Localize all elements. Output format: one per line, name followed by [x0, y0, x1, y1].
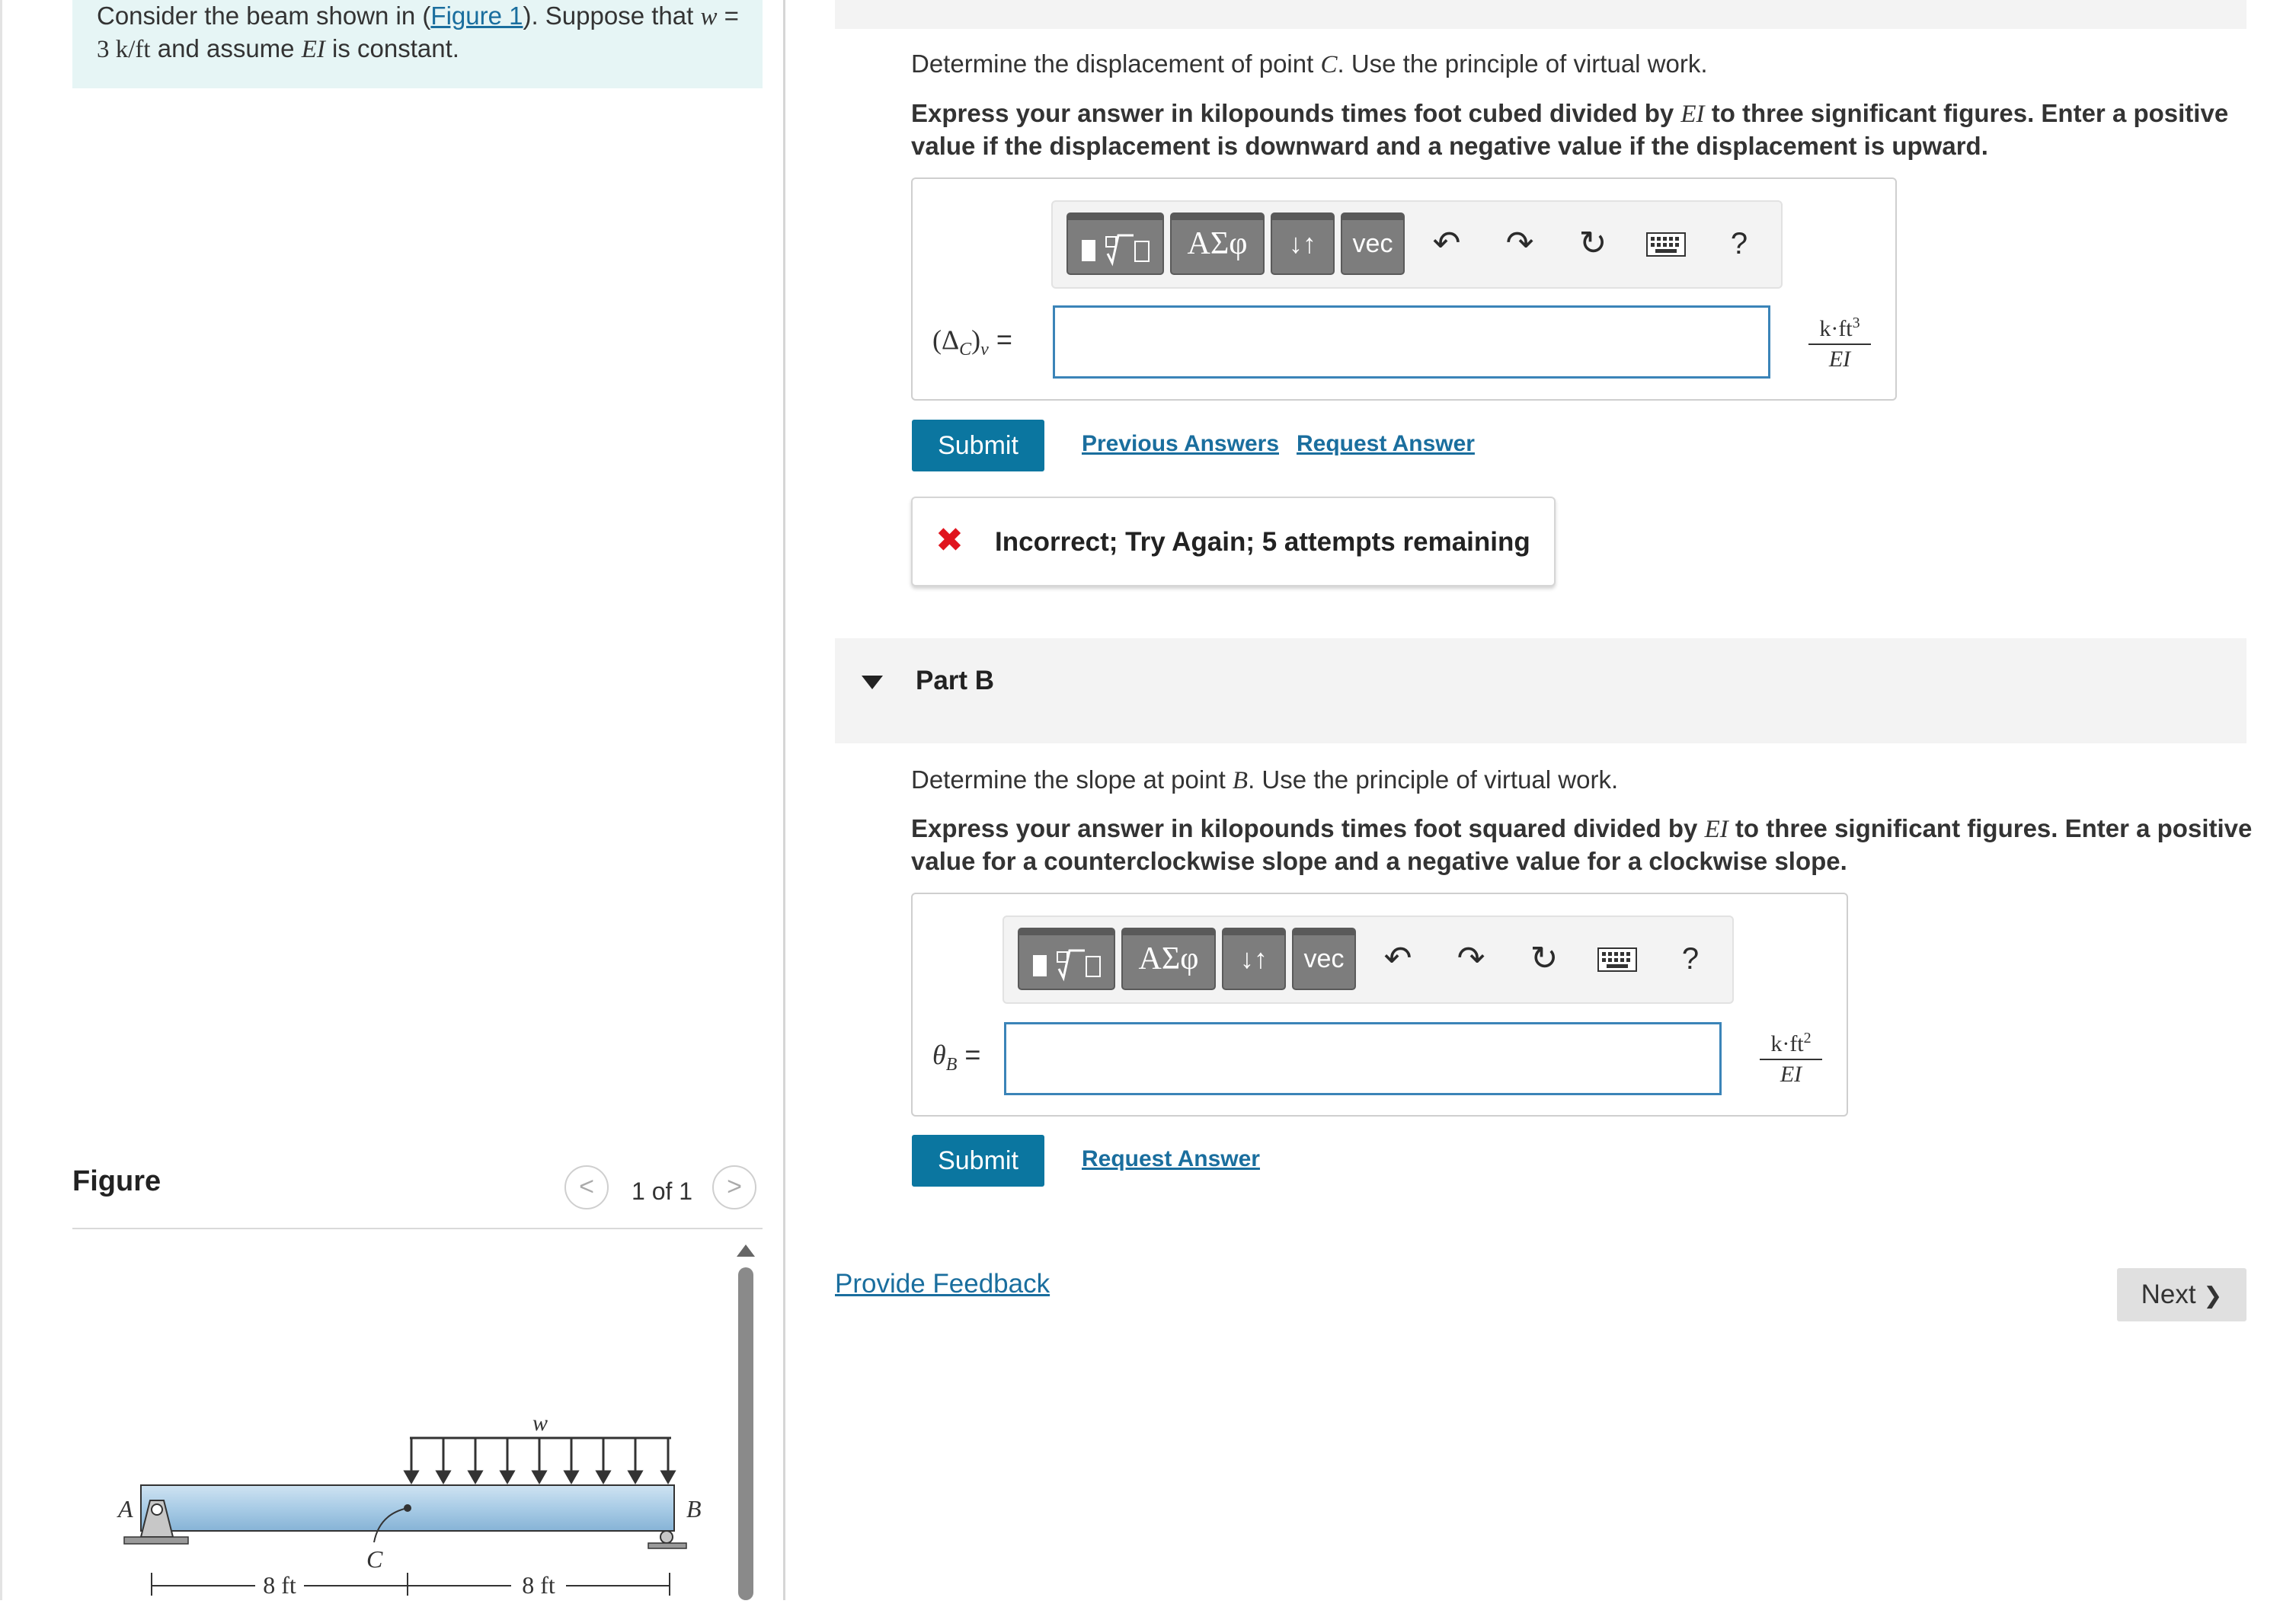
part-b-request-answer-link[interactable]: Request Answer: [1082, 1146, 1260, 1171]
templates-button[interactable]: [1066, 212, 1164, 275]
undo-icon[interactable]: ↶: [1432, 225, 1461, 262]
figure-prev-button[interactable]: <: [564, 1165, 609, 1209]
vector-button[interactable]: vec: [1292, 928, 1356, 990]
part-a-submit-button[interactable]: Submit: [912, 420, 1044, 471]
label-b: B: [686, 1495, 702, 1523]
provide-feedback-link[interactable]: Provide Feedback: [835, 1269, 1050, 1299]
redo-icon[interactable]: ↷: [1457, 940, 1485, 977]
left-pane: [0, 0, 785, 1600]
part-b-submit-button[interactable]: Submit: [912, 1135, 1044, 1187]
part-b-header[interactable]: [835, 638, 2246, 743]
figure-pager: 1 of 1: [632, 1177, 693, 1205]
templates-icon: [1019, 929, 1114, 989]
undo-icon[interactable]: ↶: [1383, 940, 1412, 977]
label-c: C: [366, 1545, 383, 1573]
figure-divider: [72, 1228, 763, 1229]
figure-next-button[interactable]: >: [712, 1165, 756, 1209]
reset-icon[interactable]: ↻: [1530, 940, 1559, 977]
part-a-instructions: Express your answer in kilopounds times foot cubed divided by EI to three significant figures. Enter a positive value if the displacement is downward and a negative value if the displacement is upward.: [911, 99, 2229, 160]
part-b-title: Part B: [916, 666, 995, 695]
dimension-right: 8 ft: [522, 1571, 555, 1599]
chevron-right-icon: ❯: [2203, 1283, 2223, 1308]
part-b-answer-box: [911, 893, 1848, 1117]
figure-link[interactable]: Figure 1: [430, 2, 523, 30]
part-a-header-band: [835, 0, 2246, 29]
dimension-left: 8 ft: [263, 1571, 296, 1599]
delta-c-input[interactable]: [1053, 305, 1770, 379]
collapse-triangle-icon[interactable]: [861, 675, 884, 690]
part-a-request-answer-link[interactable]: Request Answer: [1297, 431, 1475, 456]
greek-symbols-button[interactable]: ΑΣφ: [1121, 928, 1216, 990]
part-b-unit: $\frac{k\cdot ft^2}{EI}$: [1760, 1030, 1822, 1088]
subscript-superscript-button[interactable]: ↓↑: [1271, 212, 1335, 275]
part-a-unit: $\frac{k\cdot ft^3}{EI}$: [1808, 315, 1871, 372]
roller-support-b: [648, 1531, 686, 1548]
part-b-math-toolbar: [1003, 915, 1734, 1004]
subscript-superscript-button[interactable]: ↓↑: [1222, 928, 1286, 990]
help-icon[interactable]: ?: [1730, 227, 1748, 260]
pane-divider[interactable]: [783, 0, 785, 1600]
part-b-question: Determine the slope at point B. Use the principle of virtual work.: [911, 765, 1619, 794]
help-icon[interactable]: ?: [1681, 942, 1700, 976]
feedback-message: [911, 497, 1556, 586]
vector-button[interactable]: vec: [1341, 212, 1405, 275]
problem-statement: [72, 0, 763, 88]
redo-icon[interactable]: ↷: [1505, 225, 1534, 262]
keyboard-icon[interactable]: [1591, 931, 1644, 987]
beam-figure: [78, 1386, 749, 1600]
part-a-math-toolbar: [1051, 200, 1783, 289]
error-icon: ✖: [935, 522, 964, 559]
problem-text: Consider the beam shown in (Figure 1). Suppose that w = 3 k/ft and assume EI is constant.: [97, 2, 739, 63]
templates-icon: [1068, 214, 1162, 273]
part-b-instructions: Express your answer in kilopounds times foot squared divided by EI to three significant figures. Enter a positive value for a counterclockwise slope and a negative value for a clockwise slope.: [911, 814, 2253, 875]
theta-b-label: $\theta_B$ =: [932, 1039, 981, 1075]
figure-scrollbar[interactable]: [735, 1241, 756, 1600]
reset-icon[interactable]: ↻: [1578, 225, 1607, 262]
templates-button[interactable]: [1018, 928, 1115, 990]
next-button[interactable]: Next ❯: [2117, 1268, 2246, 1321]
feedback-text: Incorrect; Try Again; 5 attempts remaining: [995, 527, 1530, 557]
load-value: 3 k/ft: [97, 36, 151, 63]
load-label: w: [532, 1411, 548, 1436]
delta-c-v-label: $(\Delta_C)_v$ =: [932, 324, 1012, 360]
part-a-question: Determine the displacement of point C. Use the principle of virtual work.: [911, 50, 1708, 78]
greek-symbols-button[interactable]: ΑΣφ: [1170, 212, 1265, 275]
figure-heading: Figure: [72, 1165, 161, 1197]
part-a-answer-box: [911, 177, 1897, 401]
theta-b-input[interactable]: [1004, 1022, 1722, 1095]
keyboard-icon[interactable]: [1639, 216, 1693, 272]
load-arrows: [405, 1438, 674, 1482]
label-a: A: [118, 1495, 133, 1523]
previous-answers-link[interactable]: Previous Answers: [1082, 431, 1279, 456]
